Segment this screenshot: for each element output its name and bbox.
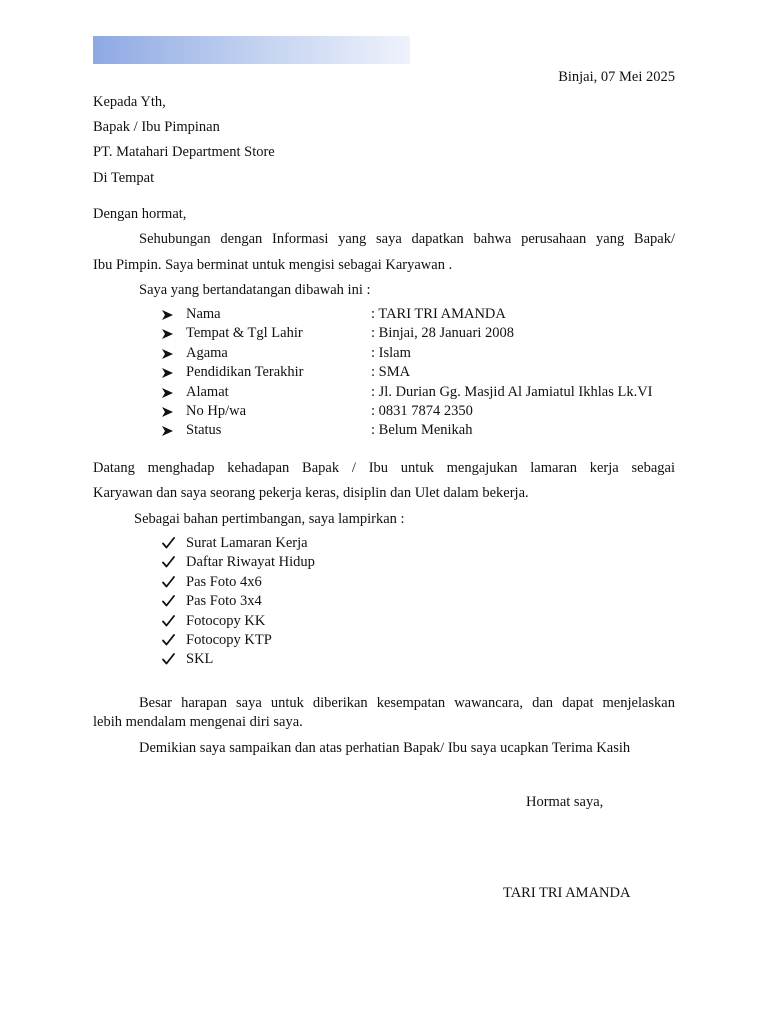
- personal-data-label: Tempat & Tgl Lahir: [186, 325, 303, 342]
- signature-name: TARI TRI AMANDA: [503, 885, 631, 901]
- recipient-line-4: Di Tempat: [93, 170, 155, 186]
- attachments-intro: Sebagai bahan pertimbangan, saya lampirkan :: [134, 511, 405, 527]
- closing-sentence: Demikian saya sampaikan dan atas perhatian Bapak/ Ibu saya ucapkan Terima Kasih: [139, 740, 631, 756]
- greeting: Dengan hormat,: [93, 206, 187, 222]
- attachment-label: Pas Foto 3x4: [186, 593, 262, 610]
- arrow-right-icon: [162, 421, 178, 436]
- attachment-label: Daftar Riwayat Hidup: [186, 554, 315, 571]
- personal-data-label: Nama: [186, 306, 221, 322]
- attachment-label: Surat Lamaran Kerja: [186, 535, 308, 551]
- checkmark-icon: [162, 534, 178, 549]
- header-decoration-bar: [93, 36, 410, 64]
- personal-data-label: Status: [186, 422, 222, 439]
- personal-data-value: : Belum Menikah: [371, 422, 473, 439]
- personal-data-value: : 0831 7874 2350: [371, 402, 473, 419]
- hope-paragraph-line-2: lebih mendalam mengenai diri saya.: [93, 714, 303, 730]
- checkmark-icon: [162, 631, 178, 646]
- arrow-right-icon: [162, 305, 178, 320]
- signed-intro: Saya yang bertandatangan dibawah ini :: [139, 282, 371, 298]
- recipient-line-2: Bapak / Ibu Pimpinan: [93, 119, 220, 135]
- checkmark-icon: [162, 553, 178, 568]
- checkmark-icon: [162, 573, 178, 588]
- attachment-label: SKL: [186, 651, 214, 668]
- purpose-paragraph-line-1: Datang menghadap kehadapan Bapak / Ibu untuk mengajukan lamaran kerja sebagai: [93, 460, 675, 476]
- arrow-right-icon: [162, 344, 178, 359]
- personal-data-value: : TARI TRI AMANDA: [371, 306, 506, 322]
- personal-data-label: Agama: [186, 344, 228, 361]
- purpose-paragraph-line-2: Karyawan dan saya seorang pekerja keras, disiplin dan Ulet dalam bekerja.: [93, 485, 529, 501]
- recipient-line-1: Kepada Yth,: [93, 94, 166, 110]
- arrow-right-icon: [162, 363, 178, 378]
- arrow-right-icon: [162, 383, 178, 398]
- intro-paragraph-line-2: Ibu Pimpin. Saya berminat untuk mengisi sebagai Karyawan .: [93, 257, 453, 273]
- checkmark-icon: [162, 612, 178, 627]
- personal-data-value: : Islam: [371, 344, 411, 361]
- personal-data-value: : Jl. Durian Gg. Masjid Al Jamiatul Ikhlas Lk.VI: [371, 383, 653, 400]
- personal-data-label: Alamat: [186, 383, 229, 400]
- signature-salutation: Hormat saya,: [526, 794, 604, 810]
- arrow-right-icon: [162, 324, 178, 339]
- place-date: Binjai, 07 Mei 2025: [558, 69, 675, 85]
- attachment-label: Fotocopy KTP: [186, 631, 272, 648]
- intro-paragraph-line-1: Sehubungan dengan Informasi yang saya dapatkan bahwa perusahaan yang Bapak/: [139, 231, 675, 247]
- personal-data-value: : Binjai, 28 Januari 2008: [371, 325, 514, 342]
- attachment-label: Pas Foto 4x6: [186, 573, 262, 590]
- recipient-company: PT. Matahari Department Store: [93, 144, 275, 160]
- hope-paragraph-line-1: Besar harapan saya untuk diberikan kesempatan wawancara, dan dapat menjelaskan: [139, 695, 675, 711]
- personal-data-value: : SMA: [371, 364, 411, 381]
- checkmark-icon: [162, 650, 178, 665]
- personal-data-label: No Hp/wa: [186, 402, 247, 419]
- checkmark-icon: [162, 592, 178, 607]
- personal-data-label: Pendidikan Terakhir: [186, 364, 304, 381]
- arrow-right-icon: [162, 402, 178, 417]
- attachment-label: Fotocopy KK: [186, 612, 266, 629]
